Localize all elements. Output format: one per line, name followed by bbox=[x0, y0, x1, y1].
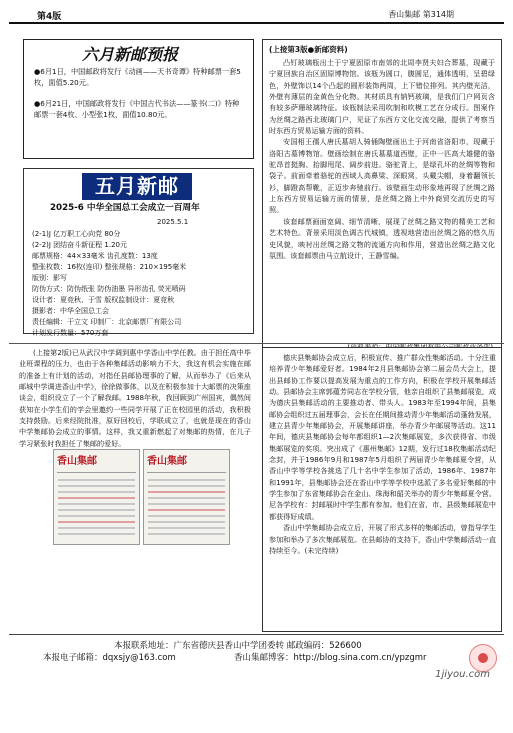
article-paragraph: 德庆县集邮协会成立后，积极宣传、推广群众性集邮活动。十分注重培养青少年集邮爱好者。1984年2月县集邮协会第二届会员大会上，提出县邮协工作要以提高发展为重点的工作方向，积极在学校开展集邮活动。县邮协会主席郭蕴芳同志在学校分管，他亲自组织了县集邮展览，成为德庆县集邮活动的主要推动者、带头人。1983年至1994年间，县集邮协会组织过五届理事会，会长在任期间推动青少年集邮活动蓬勃发展，建立县青少年集邮协会，开展集邮讲座，举办青少年邮展等活动。这11年间，德庆县集邮协会每年都组织1—2次集邮展览，多次获得省、市级集邮展览的奖项。突出成了《惠州集邮》12期，发行过18枚集邮活动纪念封，并于1986年9月和1987年5月组织了两届青少年集邮夏令营，从香山中学等学校各挑选了几十名中学生参加了活动，1986年、1987年和1991年，县集邮协会还在香山中学等学校中选派了多名爱好集邮的中学生参加了东省集邮协会在金山、珠海和韶关举办的青少年集邮夏令营。尼各学校有：封邮展时中学生都有参加。他们在省、市、县级集邮展览中都获得好成绩。 bbox=[269, 353, 496, 521]
contact-email: 本报电子邮箱：dqxsjy@163.com bbox=[43, 653, 176, 663]
forecast-item: ●6月21日，中国邮政将发行《中国古代书法——篆书(二)》特种邮票一套4枚、小型张1枚，面值10.80元。 bbox=[34, 99, 240, 119]
article-paragraph: 该套邮票画面宽阔、细节清晰，展现了丝绸之路文物的精美工艺和艺术特色。背景采用淡色调古代城镇，透视地营造出丝绸之路的悠久历史风貌，映衬出丝绸之路文物的流通方向和作用，营造出丝绸之路文化氛围。该套邮票由马立航设计，王静雪编。 bbox=[269, 216, 495, 260]
article-continuation-label: (上接第3版●新邮资料) bbox=[269, 45, 348, 54]
stamp-detail-line: 邮票规格：44×33毫米 齿孔度数：13度 bbox=[32, 252, 158, 260]
section-divider bbox=[9, 343, 504, 344]
stamp-detail-line: 摄影者：中华全国总工会 bbox=[32, 307, 109, 315]
paper-issue: 香山集邮 第314期 bbox=[388, 10, 454, 19]
article-paragraph: 安国相王孺人唐氏墓胡人骑俑陶壁画出土于河南省洛阳市，现藏于洛阳古墓博物馆。壁画绘制在唐氏墓墓道西壁，正中一匹高大雄健的骆驼昂首挺胸、抬脚甩尾、阔步前进。骆驼背上，是绿孔坏的丝绸等物和袋子。前面牵着骆驼的西域人高鼻梁、深眼窝，头戴尖帽，身着翻领长衫，脚蹬高帮靴，正迈步奔驰前行。该壁画生动形象地再现了丝绸之路上东西方贸易运输方面的情景，是丝绸之路上中外商贸交流历史的写照。 bbox=[269, 137, 495, 215]
newspaper-page bbox=[9, 6, 504, 717]
article-body bbox=[269, 57, 495, 261]
newspaper-masthead-icon: 香山集邮 bbox=[147, 456, 187, 467]
stamp-detail-line: (2-1)J 亿万职工心向党 80分 bbox=[32, 230, 121, 238]
footer-divider bbox=[9, 634, 504, 635]
stamp-information-article bbox=[262, 39, 502, 357]
issue-date: 2025.5.1 bbox=[157, 218, 189, 226]
stamp-detail-line: 设计者：夏竞秋、于雪 版权监制设计：夏竞秋 bbox=[32, 296, 175, 304]
article-paragraph: 凸钉玻璃瓶出土于宁夏固原市南郊的北周李贤夫妇合葬墓，现藏于宁夏回族自治区固原博物馆。该瓶为圆口，腹圆足，通体透明，呈碧绿色，外壁饰以14个凸起的圆形装饰两周，上下错位排列。其内壁光洁，外壁有薄层的金黄色分化物。其材质具有钠钙玻璃，是我们门户网页含有较多萨珊玻璃特征。该瓶制法采用吹制和吹模工艺在分成行。图案作为丝绸之路西北玻璃门户，见证了东西方文化交流交融，提供了考察当时东西方贸易运输方面的资料。 bbox=[269, 58, 495, 136]
stamp-detail-line: 责任编辑：干立文 印制厂：北京邮票厂有限公司 bbox=[32, 318, 182, 326]
left-bottom-article bbox=[19, 347, 252, 630]
right-bottom-article bbox=[262, 347, 502, 632]
stamp-detail-line: (2-2)J 团结奋斗新征程 1.20元 bbox=[32, 241, 127, 249]
stamp-issue-title: 2025-6 中华全国总工会成立一百周年 bbox=[50, 203, 200, 213]
newspaper-photo-right bbox=[143, 449, 230, 545]
blog-link[interactable]: 香山集邮博客：http://blog.sina.com.cn/ypzgmr bbox=[234, 653, 427, 663]
may-stamps-box bbox=[23, 168, 254, 337]
contact-address: 本报联系地址：广东省德庆县香山中学团委转 邮政编码：526600 bbox=[114, 641, 362, 651]
article-paragraph: 香山中学集邮协会成立后，开展了形式多样的集邮活动，曾指导学生参加和举办了多次集邮展览。在县邮协的支持下，香山中学集邮活动一直持续至今。(未完待续) bbox=[269, 523, 496, 555]
header-rule bbox=[9, 22, 504, 24]
newspaper-photo-left bbox=[53, 449, 140, 545]
right-bottom-body bbox=[269, 352, 496, 556]
newspaper-masthead-icon: 香山集邮 bbox=[57, 456, 97, 467]
forecast-item: ●6月1日，中国邮政将发行《动画——天书奇谭》特种邮票一套5枚，面值5.20元。 bbox=[34, 67, 241, 87]
left-bottom-body bbox=[19, 347, 251, 449]
page-number: 第4版 bbox=[37, 12, 62, 22]
stamp-detail-line: 计划发行数量：570万套 bbox=[32, 329, 109, 337]
new-stamp-forecast bbox=[23, 39, 254, 159]
mascot-logo-icon bbox=[469, 644, 497, 672]
forecast-title: 六月新邮预报 bbox=[82, 45, 179, 64]
stamp-detail-line: 整张枚数：16枚(连印) 整张规格：210×195毫米 bbox=[32, 263, 187, 271]
watermark: 1jiyou.com bbox=[435, 669, 490, 680]
stamp-detail-line: 防伪方式：防伪纸张 防伪油墨 异形齿孔 荧光喷码 bbox=[32, 285, 186, 293]
may-stamps-title: 五月新邮 bbox=[82, 173, 192, 200]
newspaper-photos bbox=[53, 449, 228, 543]
article-paragraph: (上接第2版)已从武汉中学调到惠中学香山中学任教。由于担任高中毕业班课程的压力，也由于各种集邮活动影响力不大，我这有机会实施在邮的准备上有计划的活动，对指任县邮协理事的了解，从而举办了《后来从邮城中学调进香山中学》，徐徐做事体，以及在积极参加十大邮票的决策座谈会，组织设立了一个了解我邮。1988年秋，我回顾到广州国宾，偶然间获知在小学生们的学会里邀约一些同学开展了正在校园里的活动，我积极支持鼓励。后来经院批准，原好回校后，学联成立了，也就是现在的香山中学集邮协会成立的事情。这样，我又重新燃起了对集邮的热情，在儿子学习紧张时我担任了集邮的爱好。 bbox=[19, 348, 251, 448]
stamp-detail-line: 版别：影写 bbox=[32, 274, 67, 282]
